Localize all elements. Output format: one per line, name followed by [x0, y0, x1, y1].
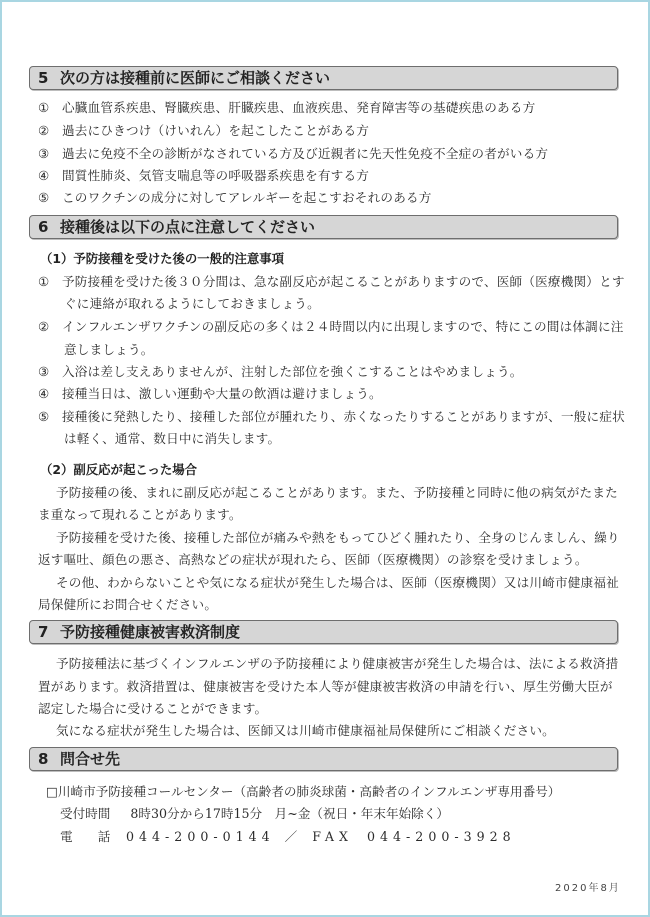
- section-5-header: [29, 66, 618, 90]
- section-title: 問合せ先: [60, 750, 121, 768]
- section-number: 5: [38, 69, 49, 87]
- section-title: 接種後は以下の点に注意してください: [60, 218, 316, 236]
- paragraph-line: 予防接種の後、まれに副反応が起こることがあります。また、予防接種と同時に他の病気がたまた: [56, 485, 618, 500]
- section-7-header: [29, 620, 618, 644]
- call-center-name: □川崎市予防接種コールセンター（高齢者の肺炎球菌・高齢者のインフルエンザ専用番号）: [46, 784, 561, 799]
- issue-date: 2020年8月: [555, 883, 621, 894]
- phone-label: 電 話: [60, 829, 111, 844]
- section-6-header: [29, 215, 618, 239]
- list-item: ① 予防接種を受けた後３０分間は、急な副反応が起こることがありますので、医師（医療機関）とす: [38, 274, 625, 289]
- paragraph-line: 予防接種を受けた後、接種した部位が痛みや熱をもってひどく腫れたり、全身のじんましん、繰り: [56, 530, 620, 545]
- hours-value: 8時30分から17時15分 月~金（祝日・年末年始除く）: [130, 806, 449, 821]
- paragraph-line: その他、わからないことや気になる症状が発生した場合は、医師（医療機関）又は川崎市健康福祉: [56, 575, 619, 590]
- section-number: 7: [38, 623, 49, 641]
- paragraph-line: 予防接種法に基づくインフルエンザの予防接種により健康被害が発生した場合は、法による救済措: [56, 656, 619, 671]
- paragraph-line: 返す嘔吐、顔色の悪さ、高熱などの症状が現れたら、医師（医療機関）の診察を受けましょう。: [38, 552, 588, 567]
- section-title: 予防接種健康被害救済制度: [60, 623, 241, 641]
- list-item: ③ 入浴は差し支えありませんが、注射した部位を強くこすることはやめましょう。: [38, 364, 523, 379]
- fax-number[interactable]: 044-200-3928: [367, 829, 516, 844]
- list-item-continuation: は軽く、通常、数日中に消失します。: [64, 431, 281, 446]
- list-item: ⑤ このワクチンの成分に対してアレルギーを起こすおそれのある方: [38, 190, 432, 205]
- list-item: ③ 過去に免疫不全の診断がなされている方及び近親者に先天性免疫不全症の者がいる方: [38, 146, 549, 161]
- paragraph-line: 認定した場合に受けることができます。: [38, 701, 268, 716]
- section-8-header: [29, 747, 618, 771]
- paragraph-line: 局保健所にお問合せください。: [38, 597, 218, 612]
- hours-label: 受付時間: [60, 806, 111, 821]
- list-item-continuation: 意しましょう。: [64, 342, 154, 357]
- list-item: ⑤ 接種後に発熱したり、接種した部位が腫れたり、赤くなったりすることがありますが、一般に症状: [38, 409, 625, 424]
- list-item-continuation: ぐに連絡が取れるようにしておきましょう。: [64, 296, 320, 311]
- subsection-2-title: （2）副反応が起こった場合: [40, 462, 198, 477]
- paragraph-line: ま重なって現れることがあります。: [38, 507, 242, 522]
- list-item: ② 過去にひきつけ（けいれん）を起こしたことがある方: [38, 123, 370, 138]
- phone-number[interactable]: 044-200-0144: [126, 829, 275, 844]
- paragraph-line: 気になる症状が発生した場合は、医師又は川崎市健康福祉局保健所にご相談ください。: [56, 723, 555, 738]
- phone-row: [60, 829, 516, 845]
- separator: ／: [284, 829, 303, 844]
- hours-row: [60, 806, 449, 822]
- section-number: 8: [38, 750, 49, 768]
- section-title: 次の方は接種前に医師にご相談ください: [60, 69, 331, 87]
- fax-label: FAX: [312, 829, 353, 844]
- list-item: ④ 接種当日は、激しい運動や大量の飲酒は避けましょう。: [38, 386, 382, 401]
- list-item: ④ 間質性肺炎、気管支喘息等の呼吸器系疾患を有する方: [38, 168, 370, 183]
- section-number: 6: [38, 218, 49, 236]
- paragraph-line: 置があります。救済措置は、健康被害を受けた本人等が健康被害救済の申請を行い、厚生労働大臣が: [38, 679, 613, 694]
- list-item: ② インフルエンザワクチンの副反応の多くは２４時間以内に出現しますので、特にこの間は体調に注: [38, 319, 624, 334]
- subsection-1-title: （1）予防接種を受けた後の一般的注意事項: [40, 251, 285, 266]
- list-item: ① 心臓血管系疾患、腎臓疾患、肝臓疾患、血液疾患、発育障害等の基礎疾患のある方: [38, 100, 536, 115]
